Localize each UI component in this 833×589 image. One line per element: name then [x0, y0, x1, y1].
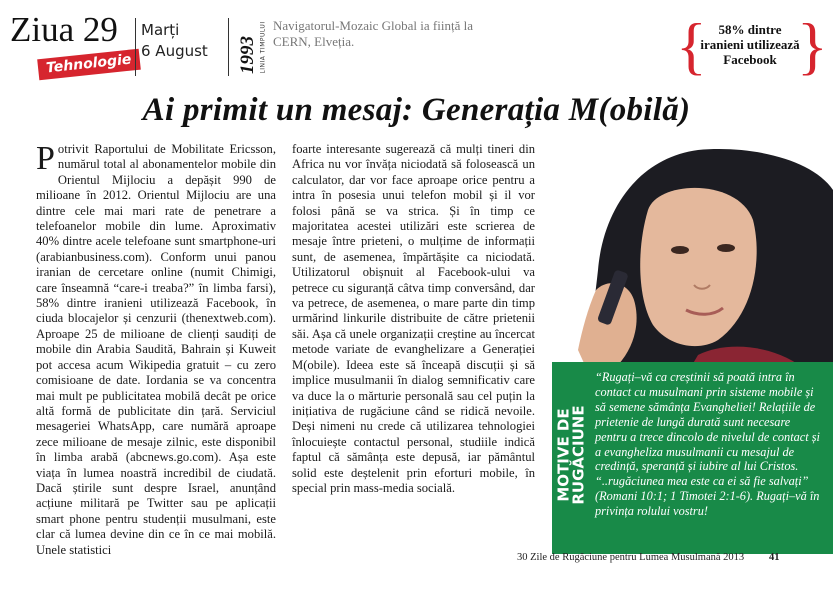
page-number: 41 [769, 552, 780, 563]
footer-publication: 30 Zile de Rugăciune pentru Lumea Musulmană 2013 [517, 552, 745, 563]
timeline-event: Navigatorul-Mozaic Global ia ființă la CERN, Elveția. [273, 18, 473, 49]
article-column-1 [36, 142, 276, 560]
stat-box: 58% dintre iranieni utilizează Facebook [700, 22, 800, 67]
right-brace-icon: } [797, 10, 828, 81]
timeline-label: LINIA TIMPULUI [259, 21, 267, 74]
header-divider [135, 18, 136, 76]
timeline-year: 1993 [237, 36, 258, 74]
column-1-text: otrivit Raportului de Mobilitate Ericsson, numărul total al abonamentelor mobile din Orientul Mijlociu a depășit 990 de milioane în 2012. Orientul Mijlociu are una dintre cele mai mari rate de penetrare a telefoanelor mobile din lume. Aproximativ 40% dintre acele telefoane sunt smartphone-uri (arabianbusiness.com). Conform unui panou iranian de cercetare online (numit Chimigi, care înseamnă “care-i treaba?” în limba farsi), 58% dintre iranieni utilizează Facebook, în ciuda blocajelor și cenzurii (thenextweb.com). Aproape 25 de milioane de clienți saudiți de mobile din Arabia Saudită, Bahrain și Kuweit pot accesa acum Wikipedia gratuit – cu zero comisioane de date. Iordania se va concentra mai mult pe publicitatea mobilă decât pe orice altă formă de publicitate din țară. Serviciul mesageriei WhatsApp, care numără aproape zece milioane de mesaje zilnic, este disponibil în limba arabă (abcnews.go.com). Așa este viața în lumea noastră incredibil de ciudată. Dacă știrile sunt despre Israel, anunțând acțiune militară pe Twitter sau pe aplicații smart phone pentru studenții musulmani, este clar că lumea devine din ce în ce mai mobilă. Unele statistici [36, 142, 276, 557]
prayer-title-text: MOTIVE DE RUGĂCIUNE [554, 405, 588, 505]
article-column-2: foarte interesante sugerează că mulți tineri din Africa nu vor învăța niciodată să folosească un calculator, dar vor face aproape orice pentru a intra în posesia unui telefon mobil și il vor folosi până se va strica. Și în timp ce majoritatea acestei utilizări este scrierea de mesaje între prieteni, o mulțime de informații sunt, de asemenea, împărtășite ca niciodată. Utilizatorul obișnuit al Facebook-ului va petrece cu siguranță câtva timp conversând, dar va petrece, de asemenea, o mare parte din timp urmărind linkurile distribuite de către prietenii săi. Așa că unele organizații creștine au încercat metode variate de evanghelizare a Generației M(obile). Ideea este să înceapă discuții și să implice musulmanii în dialog semnificativ care va duce la o mărturie personală sau cel puțin la inițiativa de rugăciune când se ridică nevoile. Deși nimeni nu crede că utilizarea tehnologiei înlocuiește contactul personal, studiile indică faptul că sămânța este depusă, iar pământul solid este deștelenit prin eforturi mobile, în special prin mass-media socială. [292, 142, 535, 495]
prayer-text: “Rugați–vă ca creștinii să poată intra în contact cu musulmani prin sisteme mobile și să semene sămânța Evangheliei! Relațiile de prietenie de lungă durată sunt necesare pentru a trece dincolo de nivelul de contact și a evangheliza musulmanii cu mesajul de credință, speranță și iubire al lui Cristos. “..rugăciunea mea este ca ei să fie salvați” (Romani 10:1; 1 Timotei 2:1-6). Rugați–vă în privința rolului vostru! [595, 370, 820, 519]
prayer-title [552, 362, 590, 554]
date-block [141, 20, 208, 62]
header-divider [228, 18, 229, 76]
date: 6 August [141, 42, 208, 60]
dropcap: P [36, 140, 55, 177]
article-headline: Ai primit un mesaj: Generația M(obilă) [142, 92, 691, 128]
day-label: Ziua 29 [10, 10, 118, 49]
weekday: Marți [141, 21, 180, 39]
woman-on-phone-photo [548, 150, 833, 372]
category-tag: Tehnologie [37, 49, 140, 80]
left-brace-icon: { [676, 10, 707, 81]
